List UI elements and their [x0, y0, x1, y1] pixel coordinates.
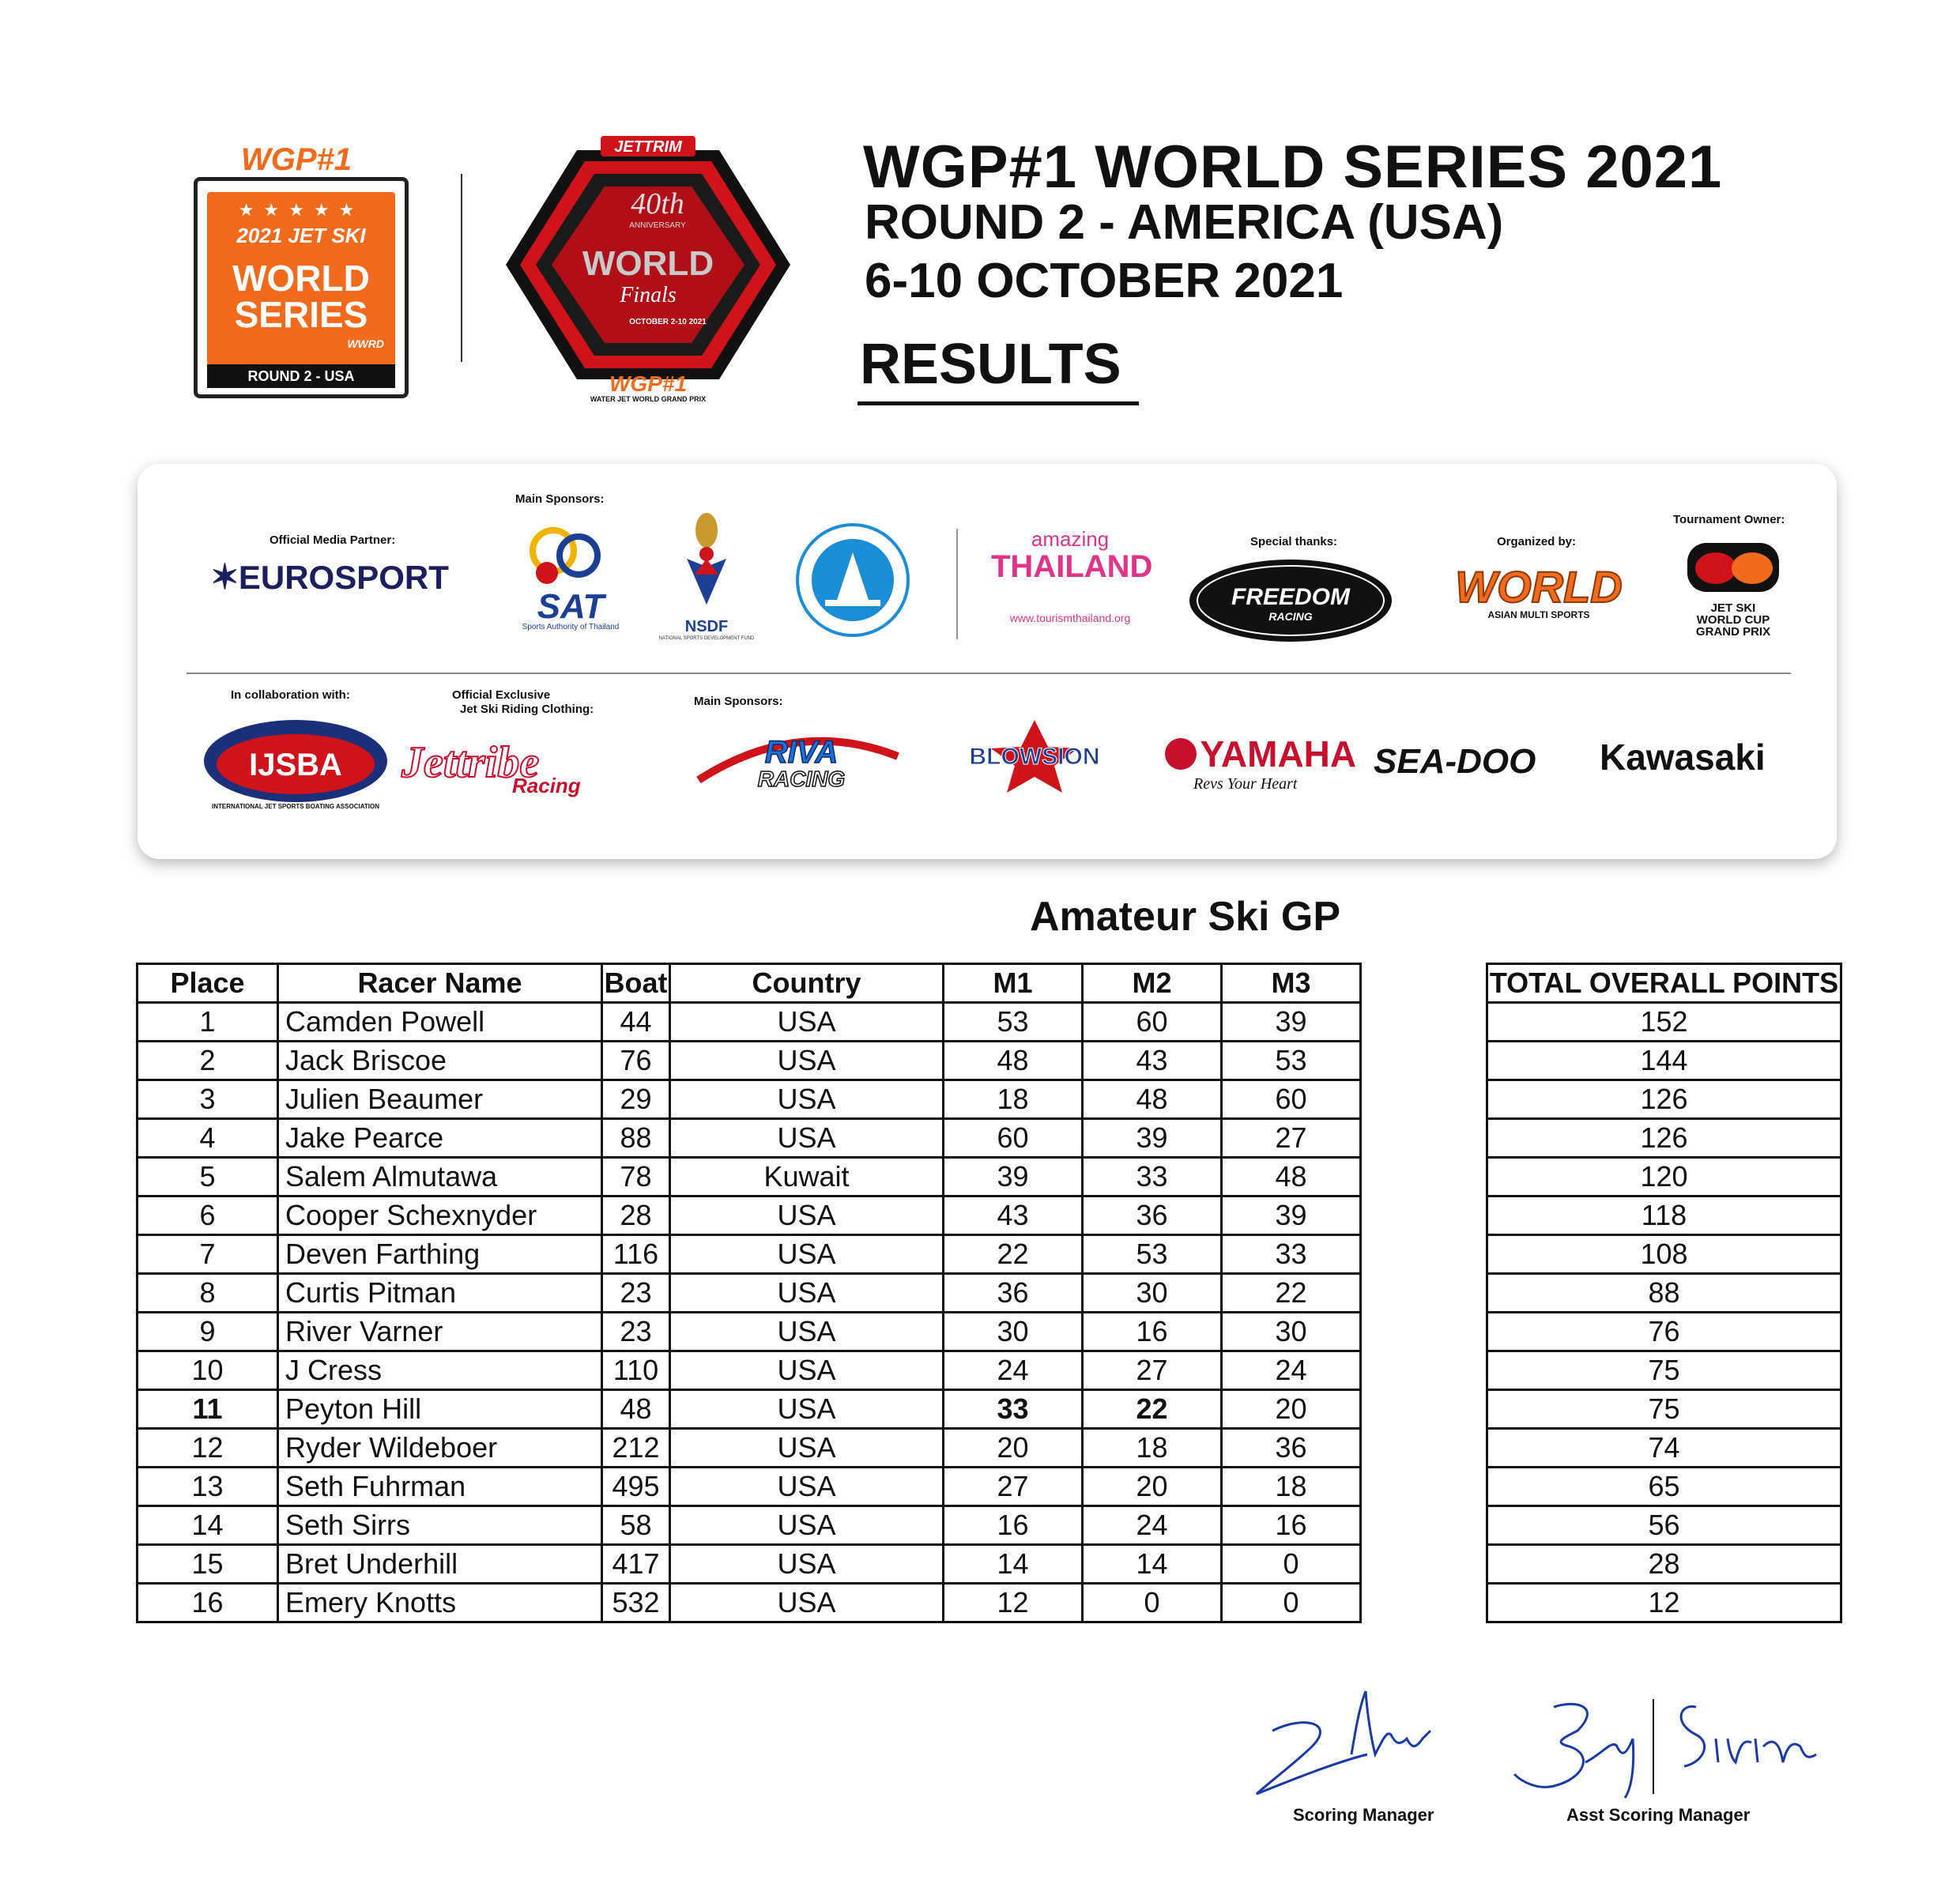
table-row: [138, 1545, 1361, 1584]
results-table: [136, 963, 1362, 1623]
cell-boat: 116: [602, 1235, 670, 1274]
yamaha-emblem-icon: [1165, 738, 1197, 770]
cell-boat: 48: [602, 1390, 670, 1429]
cell-total-points: 126: [1487, 1080, 1841, 1119]
seadoo-logo: SEA-DOO: [1374, 742, 1536, 781]
cell-place: 11: [138, 1390, 278, 1429]
table-row: [138, 1274, 1361, 1313]
world-asian-multi-sports-logo: WORLD ASIAN MULTI SPORTS: [1455, 562, 1623, 620]
table-header-row: [138, 964, 1361, 1003]
cell-m3: 22: [1222, 1274, 1361, 1313]
svg-text:IJSBA: IJSBA: [249, 748, 342, 782]
table-row: [138, 1003, 1361, 1042]
cell-m1: 36: [944, 1274, 1083, 1313]
cell-place: 10: [138, 1351, 278, 1390]
cell-total-points: 28: [1487, 1545, 1841, 1584]
wgp-bottom-mark: WGP#1: [609, 371, 688, 396]
table-row: [138, 1506, 1361, 1545]
cell-total-points: 108: [1487, 1235, 1841, 1274]
cell-racer-name: J Cress: [278, 1351, 602, 1390]
cell-racer-name: Deven Farthing: [278, 1235, 602, 1274]
cell-boat: 76: [602, 1042, 670, 1080]
nsdf-logo: NSDF NATIONAL SPORTS DEVELOPMENT FUND: [651, 511, 762, 641]
cell-place: 1: [138, 1003, 278, 1042]
cell-boat: 417: [602, 1545, 670, 1584]
cell-m3: 39: [1222, 1003, 1361, 1042]
cell-country: USA: [670, 1584, 944, 1622]
cell-m2: 43: [1083, 1042, 1222, 1080]
table-row: [138, 1390, 1361, 1429]
cell-racer-name: Camden Powell: [278, 1003, 602, 1042]
total-row: [1487, 1003, 1841, 1042]
yamaha-logo: YAMAHA Revs Your Heart: [1165, 733, 1356, 793]
cell-m2: 53: [1083, 1235, 1222, 1274]
cell-country: USA: [670, 1351, 944, 1390]
cell-total-points: 75: [1487, 1351, 1841, 1390]
finals-text: Finals: [620, 283, 677, 307]
cell-m1: 18: [944, 1080, 1083, 1119]
cell-place: 16: [138, 1584, 278, 1622]
svg-text:INTERNATIONAL JET SPORTS BOATI: INTERNATIONAL JET SPORTS BOATING ASSOCIATION: [211, 803, 380, 810]
cell-m1: 43: [944, 1196, 1083, 1235]
cell-boat: 212: [602, 1429, 670, 1468]
svg-text:WATER JET WORLD GRAND PRIX: WATER JET WORLD GRAND PRIX: [590, 395, 707, 403]
cell-m1: 20: [944, 1429, 1083, 1468]
cell-m1: 22: [944, 1235, 1083, 1274]
main-sponsors-label: Main Sponsors:: [515, 492, 605, 506]
collaboration-label: In collaboration with:: [231, 688, 350, 702]
clothing-label-2: Jet Ski Riding Clothing:: [460, 703, 594, 716]
total-row: [1487, 1468, 1841, 1506]
cell-m2: 60: [1083, 1003, 1222, 1042]
cell-place: 3: [138, 1080, 278, 1119]
total-row: [1487, 1274, 1841, 1313]
cell-place: 9: [138, 1313, 278, 1351]
cell-m2: 16: [1083, 1313, 1222, 1351]
svg-text:RACING: RACING: [1268, 610, 1313, 623]
cell-m3: 27: [1222, 1119, 1361, 1158]
cell-boat: 44: [602, 1003, 670, 1042]
badge-world: WORLD: [232, 258, 370, 299]
col-m1: M1: [944, 964, 1083, 1003]
total-row: [1487, 1313, 1841, 1351]
col-m3: M3: [1222, 964, 1361, 1003]
cell-total-points: 56: [1487, 1506, 1841, 1545]
jettrim-text: JETTRIM: [614, 138, 682, 156]
world-finals-40th-logo: [490, 126, 806, 403]
table-row: [138, 1351, 1361, 1390]
total-row: [1487, 1506, 1841, 1545]
sponsor-panel: [138, 464, 1837, 859]
scoring-manager-signature: [1249, 1683, 1454, 1806]
table-row: [138, 1584, 1361, 1622]
svg-text:FREEDOM: FREEDOM: [1231, 584, 1350, 610]
cell-m1: 33: [944, 1390, 1083, 1429]
cell-racer-name: Seth Sirrs: [278, 1506, 602, 1545]
cell-m3: 24: [1222, 1351, 1361, 1390]
table-row: [138, 1196, 1361, 1235]
jettribe-racing-logo: Jettribe Racing: [401, 738, 581, 797]
cell-total-points: 75: [1487, 1390, 1841, 1429]
total-row: [1487, 1196, 1841, 1235]
freedom-racing-logo: [1187, 557, 1394, 648]
table-row: [138, 1429, 1361, 1468]
cell-m1: 12: [944, 1584, 1083, 1622]
cell-boat: 58: [602, 1506, 670, 1545]
cell-total-points: 76: [1487, 1313, 1841, 1351]
total-row: [1487, 1119, 1841, 1158]
wgp-world-series-logo: [194, 142, 405, 395]
category-title: Amateur Ski GP: [1030, 894, 1341, 940]
badge-mark: WWRD: [347, 337, 384, 350]
date-subtitle: 6-10 OCTOBER 2021: [865, 254, 1344, 308]
main-sponsors-label-2: Main Sponsors:: [694, 695, 783, 708]
cell-m2: 24: [1083, 1506, 1222, 1545]
cell-total-points: 152: [1487, 1003, 1841, 1042]
cell-boat: 88: [602, 1119, 670, 1158]
total-row: [1487, 1042, 1841, 1080]
badge-year: 2021 JET SKI: [236, 224, 366, 247]
amazing-thailand-logo: amazing THAILAND www.tourismthailand.org: [991, 527, 1153, 624]
cell-country: USA: [670, 1196, 944, 1235]
cell-m1: 60: [944, 1119, 1083, 1158]
cell-m3: 0: [1222, 1584, 1361, 1622]
cell-m2: 20: [1083, 1468, 1222, 1506]
cell-place: 14: [138, 1506, 278, 1545]
cell-place: 5: [138, 1158, 278, 1196]
cell-place: 8: [138, 1274, 278, 1313]
total-row: [1487, 1235, 1841, 1274]
sponsor-separator: [187, 673, 1791, 674]
col-racer-name: Racer Name: [278, 964, 602, 1003]
cell-place: 2: [138, 1042, 278, 1080]
cell-racer-name: Seth Fuhrman: [278, 1468, 602, 1506]
sponsor-divider: [956, 529, 958, 639]
total-header-row: [1487, 964, 1841, 1003]
col-boat: Boat: [602, 964, 670, 1003]
cell-m2: 14: [1083, 1545, 1222, 1584]
cell-racer-name: Emery Knotts: [278, 1584, 602, 1622]
tat-logo: [793, 521, 912, 643]
cell-country: USA: [670, 1468, 944, 1506]
wgp-brand-mark: WGP#1: [241, 142, 352, 177]
cell-country: USA: [670, 1313, 944, 1351]
total-points-table: [1486, 963, 1842, 1623]
total-row: [1487, 1545, 1841, 1584]
cell-racer-name: Bret Underhill: [278, 1545, 602, 1584]
table-row: [138, 1235, 1361, 1274]
cell-m1: 39: [944, 1158, 1083, 1196]
svg-text:RACING: RACING: [757, 767, 846, 791]
cell-total-points: 12: [1487, 1584, 1841, 1622]
round-subtitle: ROUND 2 - AMERICA (USA): [865, 195, 1504, 250]
cell-m3: 20: [1222, 1390, 1361, 1429]
cell-m1: 16: [944, 1506, 1083, 1545]
total-row: [1487, 1351, 1841, 1390]
cell-m3: 33: [1222, 1235, 1361, 1274]
cell-m2: 27: [1083, 1351, 1222, 1390]
total-row: [1487, 1429, 1841, 1468]
svg-text:RIVA: RIVA: [764, 735, 839, 770]
total-row: [1487, 1080, 1841, 1119]
cell-place: 12: [138, 1429, 278, 1468]
cell-m2: 33: [1083, 1158, 1222, 1196]
cell-country: USA: [670, 1003, 944, 1042]
col-m2: M2: [1083, 964, 1222, 1003]
eurosport-logo: ✶EUROSPORT: [210, 558, 449, 597]
cell-country: USA: [670, 1545, 944, 1584]
cell-m1: 53: [944, 1003, 1083, 1042]
cell-boat: 110: [602, 1351, 670, 1390]
scoring-manager-label: Scoring Manager: [1293, 1805, 1434, 1825]
cell-m3: 60: [1222, 1080, 1361, 1119]
media-partner-label: Official Media Partner:: [270, 533, 396, 547]
table-row: [138, 1042, 1361, 1080]
blowsion-logo: [928, 717, 1141, 800]
cell-racer-name: Curtis Pitman: [278, 1274, 602, 1313]
cell-country: USA: [670, 1429, 944, 1468]
cell-boat: 495: [602, 1468, 670, 1506]
clothing-label-1: Official Exclusive: [452, 688, 551, 702]
cell-m3: 30: [1222, 1313, 1361, 1351]
special-thanks-label: Special thanks:: [1250, 535, 1338, 548]
organized-by-label: Organized by:: [1497, 535, 1577, 548]
cell-m3: 18: [1222, 1468, 1361, 1506]
sat-logo: SAT Sports Authority of Thailand: [515, 521, 626, 631]
cell-m2: 48: [1083, 1080, 1222, 1119]
col-total-overall-points: TOTAL OVERALL POINTS: [1487, 964, 1841, 1003]
cell-boat: 23: [602, 1274, 670, 1313]
cell-m1: 30: [944, 1313, 1083, 1351]
cell-country: USA: [670, 1506, 944, 1545]
cell-country: USA: [670, 1274, 944, 1313]
cell-m2: 18: [1083, 1429, 1222, 1468]
table-row: [138, 1119, 1361, 1158]
anniversary-text: 40th: [631, 187, 684, 220]
cell-place: 6: [138, 1196, 278, 1235]
cell-boat: 29: [602, 1080, 670, 1119]
cell-country: USA: [670, 1042, 944, 1080]
asst-scoring-manager-label: Asst Scoring Manager: [1566, 1805, 1751, 1825]
cell-m1: 27: [944, 1468, 1083, 1506]
cell-m3: 53: [1222, 1042, 1361, 1080]
svg-text:BLOWSION: BLOWSION: [969, 744, 1100, 770]
cell-racer-name: River Varner: [278, 1313, 602, 1351]
cell-country: USA: [670, 1119, 944, 1158]
cell-m2: 30: [1083, 1274, 1222, 1313]
cell-country: USA: [670, 1235, 944, 1274]
stars-row: ★★★★★: [238, 200, 364, 220]
cell-m2: 39: [1083, 1119, 1222, 1158]
cell-place: 13: [138, 1468, 278, 1506]
table-row: [138, 1313, 1361, 1351]
cell-m1: 48: [944, 1042, 1083, 1080]
cell-racer-name: Peyton Hill: [278, 1390, 602, 1429]
cell-total-points: 120: [1487, 1158, 1841, 1196]
cell-m2: 22: [1083, 1390, 1222, 1429]
world-text: WORLD: [582, 244, 714, 283]
cell-total-points: 118: [1487, 1196, 1841, 1235]
cell-m2: 36: [1083, 1196, 1222, 1235]
cell-m2: 0: [1083, 1584, 1222, 1622]
cell-total-points: 65: [1487, 1468, 1841, 1506]
cell-place: 4: [138, 1119, 278, 1158]
ijsba-logo: [201, 717, 390, 816]
cell-total-points: 144: [1487, 1042, 1841, 1080]
riva-racing-logo: [691, 725, 904, 800]
cell-m3: 48: [1222, 1158, 1361, 1196]
cell-total-points: 126: [1487, 1119, 1841, 1158]
cell-boat: 532: [602, 1584, 670, 1622]
cell-m3: 0: [1222, 1545, 1361, 1584]
jet-ski-world-cup-logo: JET SKI WORLD CUP GRAND PRIX: [1682, 537, 1785, 638]
results-heading: RESULTS: [860, 333, 1121, 396]
total-row: [1487, 1158, 1841, 1196]
cell-total-points: 74: [1487, 1429, 1841, 1468]
cell-racer-name: Jack Briscoe: [278, 1042, 602, 1080]
total-row: [1487, 1390, 1841, 1429]
cell-racer-name: Salem Almutawa: [278, 1158, 602, 1196]
cell-place: 7: [138, 1235, 278, 1274]
table-row: [138, 1468, 1361, 1506]
tournament-owner-label: Tournament Owner:: [1673, 513, 1785, 526]
cell-boat: 78: [602, 1158, 670, 1196]
cell-racer-name: Jake Pearce: [278, 1119, 602, 1158]
table-row: [138, 1080, 1361, 1119]
results-underline: [858, 401, 1139, 405]
cell-m1: 14: [944, 1545, 1083, 1584]
cell-country: Kuwait: [670, 1158, 944, 1196]
page-title: WGP#1 WORLD SERIES 2021: [863, 134, 1723, 201]
badge-round: ROUND 2 - USA: [207, 364, 395, 388]
badge-series: SERIES: [234, 294, 368, 335]
cell-boat: 28: [602, 1196, 670, 1235]
col-place: Place: [138, 964, 278, 1003]
cell-racer-name: Ryder Wildeboer: [278, 1429, 602, 1468]
col-country: Country: [670, 964, 944, 1003]
total-row: [1487, 1584, 1841, 1622]
cell-m1: 24: [944, 1351, 1083, 1390]
cell-m3: 16: [1222, 1506, 1361, 1545]
svg-text:OCTOBER 2-10 2021: OCTOBER 2-10 2021: [629, 318, 707, 326]
cell-racer-name: Cooper Schexnyder: [278, 1196, 602, 1235]
cell-total-points: 88: [1487, 1274, 1841, 1313]
cell-country: USA: [670, 1080, 944, 1119]
header-divider: [461, 174, 462, 362]
kawasaki-logo: Kawasaki: [1600, 737, 1766, 778]
cell-m3: 36: [1222, 1429, 1361, 1468]
asst-scoring-manager-signature: [1506, 1691, 1822, 1806]
cell-country: USA: [670, 1390, 944, 1429]
world-series-badge: [194, 177, 409, 398]
svg-text:ANNIVERSARY: ANNIVERSARY: [629, 221, 686, 230]
table-row: [138, 1158, 1361, 1196]
cell-place: 15: [138, 1545, 278, 1584]
cell-m3: 39: [1222, 1196, 1361, 1235]
cell-boat: 23: [602, 1313, 670, 1351]
cell-racer-name: Julien Beaumer: [278, 1080, 602, 1119]
